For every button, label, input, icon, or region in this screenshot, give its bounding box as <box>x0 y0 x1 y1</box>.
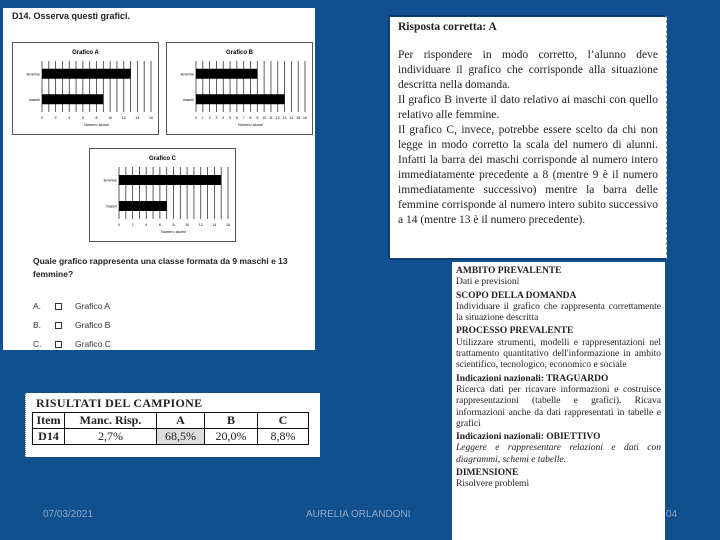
info-panel <box>452 262 665 540</box>
tick-label: 7 <box>242 116 245 120</box>
answer-panel <box>388 15 667 260</box>
bar-femmine <box>42 69 131 79</box>
tick-label: 8 <box>172 223 175 227</box>
x-axis-label: Numero alunni <box>161 230 186 234</box>
cell: 20,0% <box>205 429 258 445</box>
header-cell: Manc. Risp. <box>65 413 157 429</box>
info-text: Individuare il grafico che rappresenta correttamente la situazione descritta <box>456 301 661 324</box>
tick-label: 14 <box>289 116 294 120</box>
info-text: Dati e previsioni <box>456 277 520 288</box>
results-table <box>32 412 309 445</box>
category-label: femmine <box>103 178 117 183</box>
category-label: maschi <box>182 97 194 102</box>
x-axis-label: Numero alunni <box>238 123 263 127</box>
checkbox[interactable] <box>55 303 62 310</box>
cell: 8,8% <box>258 429 309 445</box>
tick-label: 14 <box>212 223 217 227</box>
bar-femmine <box>196 69 257 79</box>
option-c[interactable] <box>33 339 111 349</box>
tick-label: 0 <box>195 116 197 120</box>
tick-label: 2 <box>54 116 57 120</box>
results-title: RISULTATI DEL CAMPIONE <box>36 396 203 410</box>
question-text: Quale grafico rappresenta una classe formata da 9 maschi e 13 femmine? <box>33 256 288 279</box>
tick-label: 3 <box>215 116 218 120</box>
tick-label: 11 <box>269 116 273 120</box>
tick-label: 1 <box>201 116 204 120</box>
bar-chart <box>13 43 158 134</box>
tick-label: 13 <box>282 116 287 120</box>
question-title: D14. Osserva questi grafici. <box>12 11 131 21</box>
info-text: Ricerca dati per ricavare informazioni e costruisce rappresentazioni (tabelle e grafici). Ricava informazioni anche da dati rappresentati in tabelle e grafici <box>456 384 661 429</box>
footer-page-number: 04 <box>666 509 678 520</box>
cell: 2,7% <box>65 429 157 445</box>
bar-maschi <box>196 94 285 104</box>
answer-title: Risposta corretta: A <box>398 21 497 33</box>
answer-paragraph: Il grafico B inverte il dato relativo ai maschi con quello relativo alle femmine. <box>398 94 658 121</box>
tick-label: 0 <box>41 116 43 120</box>
info-heading: Indicazioni nazionali: TRAGUARDO <box>456 373 609 384</box>
tick-label: 14 <box>135 116 140 120</box>
tick-label: 4 <box>145 223 148 227</box>
option-letter: A. <box>33 301 42 311</box>
table-header-row <box>33 413 309 429</box>
tick-label: 10 <box>262 116 267 120</box>
cell: D14 <box>33 429 65 445</box>
option-letter: C. <box>33 339 42 349</box>
header-cell: B <box>205 413 258 429</box>
results-table-image <box>25 393 320 457</box>
tick-label: 8 <box>249 116 252 120</box>
category-label: femmine <box>26 72 40 77</box>
footer-author: AURELIA ORLANDONI <box>306 509 411 520</box>
bar-chart <box>90 149 235 241</box>
info-text: Leggere e rappresentare relazioni e dati con diagrammi, schemi e tabelle. <box>456 443 661 465</box>
info-text: Risolvere problemi <box>456 479 530 490</box>
header-cell: Item <box>33 413 65 429</box>
chart-b <box>166 42 313 135</box>
chart-title: Grafico C <box>148 156 177 162</box>
tick-label: 15 <box>296 116 301 120</box>
bar-maschi <box>119 201 167 211</box>
question-image <box>3 8 315 350</box>
checkbox[interactable] <box>55 322 62 329</box>
header-cell: C <box>258 413 309 429</box>
x-axis-label: Numero alunni <box>84 123 109 127</box>
option-letter: B. <box>33 320 42 330</box>
info-text: Utilizzare strumenti, modelli e rappresentazioni nel trattamento quantitativo dell'informazione in ambito scientifico, tecnologico, economico e sociale <box>456 337 661 371</box>
header-cell: A <box>157 413 205 429</box>
tick-label: 12 <box>121 116 126 120</box>
tick-label: 2 <box>208 116 211 120</box>
checkbox[interactable] <box>55 341 62 348</box>
info-heading: Indicazioni nazionali: OBIETTIVO <box>456 432 601 443</box>
tick-label: 4 <box>68 116 71 120</box>
tick-label: 12 <box>275 116 280 120</box>
answer-paragraph: Il grafico C, invece, potrebbe essere scelto da chi non legge in modo corretto la scala del numero di alunni. Infatti la barra dei maschi corrisponde al numero intero immediatamente precedente a 8 (mentre 9 è il numero immediatamente successivo) mentre la barra delle femmine corrisponde al numero intero subito successivo a 14 (mentre 13 è il numero precedente). <box>398 124 658 226</box>
category-label: femmine <box>180 72 194 77</box>
tick-label: 16 <box>303 116 307 120</box>
tick-label: 12 <box>198 223 203 227</box>
tick-label: 5 <box>229 116 232 120</box>
tick-label: 16 <box>226 223 230 227</box>
tick-label: 10 <box>185 223 190 227</box>
info-heading: PROCESSO PREVALENTE <box>456 326 574 337</box>
chart-a <box>12 42 159 135</box>
option-a[interactable] <box>33 301 110 311</box>
tick-label: 6 <box>235 116 238 120</box>
footer-date: 07/03/2021 <box>43 509 94 520</box>
tick-label: 0 <box>118 223 120 227</box>
bar-maschi <box>42 94 103 104</box>
bar-femmine <box>119 175 221 185</box>
tick-label: 10 <box>108 116 113 120</box>
bar-chart <box>167 43 312 134</box>
chart-title: Grafico B <box>225 50 254 56</box>
tick-label: 6 <box>81 116 84 120</box>
tick-label: 9 <box>256 116 259 120</box>
chart-c <box>89 148 236 242</box>
tick-label: 4 <box>222 116 225 120</box>
option-label: Grafico A <box>75 301 110 311</box>
answer-paragraph: Per rispondere in modo corretto, l’alunno deve individuare il grafico che corrisponde alla situazione descritta nella domanda. <box>398 49 658 91</box>
info-heading: AMBITO PREVALENTE <box>456 266 562 276</box>
info-heading: SCOPO DELLA DOMANDA <box>456 290 577 301</box>
tick-label: 2 <box>131 223 134 227</box>
option-b[interactable] <box>33 320 110 330</box>
tick-label: 16 <box>149 116 153 120</box>
info-heading: DIMENSIONE <box>456 468 519 479</box>
option-label: Grafico C <box>75 339 111 349</box>
tick-label: 6 <box>158 223 161 227</box>
tick-label: 8 <box>95 116 98 120</box>
chart-title: Grafico A <box>72 50 99 56</box>
cell-highlighted: 68,5% <box>157 429 205 445</box>
option-label: Grafico B <box>75 320 111 330</box>
category-label: maschi <box>28 97 40 102</box>
table-row <box>33 429 309 445</box>
category-label: maschi <box>105 204 117 209</box>
